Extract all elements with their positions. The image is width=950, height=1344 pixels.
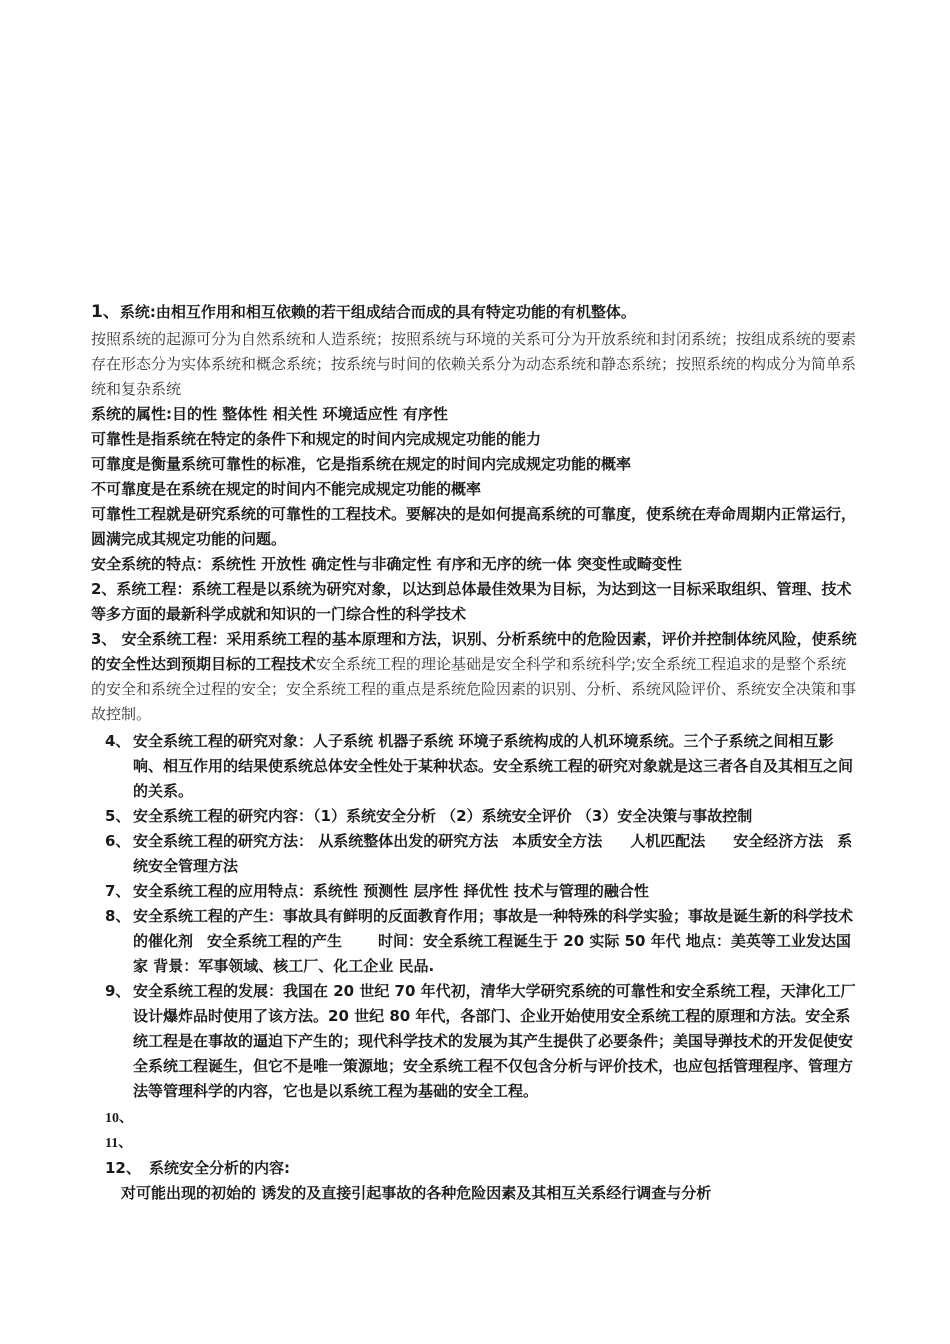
list-item-12	[91, 1156, 861, 1181]
list-item-text: 系统安全分析的内容:	[149, 1159, 290, 1177]
list-item-number: 9、	[105, 982, 131, 1000]
list-item-text: 安全系统工程的研究对象：人子系统 机器子系统 环境子系统构成的人机环境系统。三个子系统之间相互影响、相互作用的结果使系统总体安全性处于某种状态。安全系统工程的研究对象就是这三者各自及其相互之间的关系。	[133, 732, 854, 800]
paragraph-unreliability: 不可靠度是在系统在规定的时间内不能完成规定功能的概率	[91, 480, 482, 498]
list-item-text: 系统安全管理方法	[133, 832, 853, 875]
list-item-text: 安全系统工程的产生	[207, 932, 343, 950]
list-item	[91, 804, 861, 829]
list-item-text: 本质安全方法	[512, 832, 603, 850]
document-body	[91, 300, 861, 1206]
list-item	[91, 904, 861, 979]
list-item-12-content: 对可能出现的初始的 诱发的及直接引起事故的各种危险因素及其相互关系经行调查与分析	[121, 1184, 712, 1202]
paragraph-reliability-engineering: 可靠性工程就是研究系统的可靠性的工程技术。要解决的是如何提高系统的可靠度，使系统在寿命周期内正常运行，圆满完成其规定功能的问题。	[91, 505, 857, 548]
paragraph-system-definition	[91, 300, 861, 325]
list-item-text: 安全系统工程的应用特点：系统性 预测性 层序性 择优性 技术与管理的融合性	[133, 882, 649, 900]
list-item	[91, 829, 861, 879]
list-item-text: 安全经济方法	[733, 832, 824, 850]
list-item-text: 安全系统工程的产生：事故具有鲜明的反面教育作用；事故是一种特殊的科学实验；事故是诞生新的科学技术的催化剂	[133, 907, 854, 950]
safety-systems-engineering-theory: 安全系统工程的理论基础是安全科学和系统科学;安全系统工程追求的是整个系统的安全和系统全过程的安全；安全系统工程的重点是系统危险因素的识别、分析、系统风险评价、系统安全决策和事故控制。	[91, 655, 857, 723]
list-item-number: 4、	[105, 732, 131, 750]
list-item	[91, 729, 861, 804]
section-number: 1、	[91, 302, 120, 322]
list-item	[91, 879, 861, 904]
safety-systems-engineering-definition: 3、 安全系统工程：采用系统工程的基本原理和方法，识别、分析系统中的危险因素，评价并控制体统风险，使系统的安全性达到预期目标的工程技术	[91, 630, 857, 673]
list-item-text: 时间：安全系统工程诞生于 20 实际 50 年代 地点：美英等工业发达国家 背景：军事领域、核工厂、化工企业 民品.	[133, 932, 851, 975]
list-item-number: 5、	[105, 807, 131, 825]
paragraph-safety-system-features: 安全系统的特点：系统性 开放性 确定性与非确定性 有序和无序的统一体 突变性或畸变性	[91, 555, 682, 573]
paragraph-reliability: 可靠性是指系统在特定的条件下和规定的时间内完成规定功能的能力	[91, 430, 542, 448]
list-item-text: 安全系统工程的研究内容：（1）系统安全分析 （2）系统安全评价 （3）安全决策与事故控制	[133, 807, 753, 825]
list-item-text: 安全系统工程的发展：我国在 20 世纪 70 年代初，清华大学研究系统的可靠性和安全系统工程，天津化工厂设计爆炸品时使用了该方法。20 世纪 80 年代，各部门、企业开始使用安全系统工程的原理和方法。安全系统工程是在事故的逼迫下产生的；现代科学技术的发展为其产生提供了必要条件；美国导弹技术的开发促使安全系统工程诞生，但它不是唯一策源地；安全系统工程不仅包含分析与评价技术，也应包括管理程序、管理方法等管理科学的内容，它也是以系统工程为基础的安全工程。	[133, 982, 856, 1100]
list-item-10: 10、	[105, 1111, 133, 1126]
list-item-number: 12、	[105, 1159, 141, 1177]
list-item-11: 11、	[105, 1136, 133, 1151]
paragraph-reliability-degree: 可靠度是衡量系统可靠性的标准，它是指系统在规定的时间内完成规定功能的概率	[91, 455, 632, 473]
list-item-text: 安全系统工程的研究方法： 从系统整体出发的研究方法	[133, 832, 499, 850]
paragraph-systems-engineering: 2、系统工程：系统工程是以系统为研究对象，以达到总体最佳效果为目标，为达到这一目标采取组织、管理、技术等多方面的最新科学成就和知识的一门综合性的科学技术	[91, 580, 852, 623]
list-item-number: 6、	[105, 832, 131, 850]
paragraph-safety-systems-engineering	[91, 627, 861, 727]
paragraph-system-classification: 按照系统的起源可分为自然系统和人造系统；按照系统与环境的关系可分为开放系统和封闭系统；按组成系统的要素存在形态分为实体系统和概念系统；按系统与时间的依赖关系分为动态系统和静态系统；按照系统的构成分为简单系统和复杂系统	[91, 330, 857, 398]
list-item-number: 8、	[105, 907, 131, 925]
system-definition-text: 系统:由相互作用和相互依赖的若干组成结合而成的具有特定功能的有机整体。	[119, 303, 636, 321]
list-item-text: 人机匹配法	[630, 832, 706, 850]
list-item	[91, 979, 861, 1104]
numbered-list	[91, 729, 861, 1104]
list-item-number: 7、	[105, 882, 131, 900]
paragraph-system-attributes: 系统的属性:目的性 整体性 相关性 环境适应性 有序性	[91, 405, 448, 423]
